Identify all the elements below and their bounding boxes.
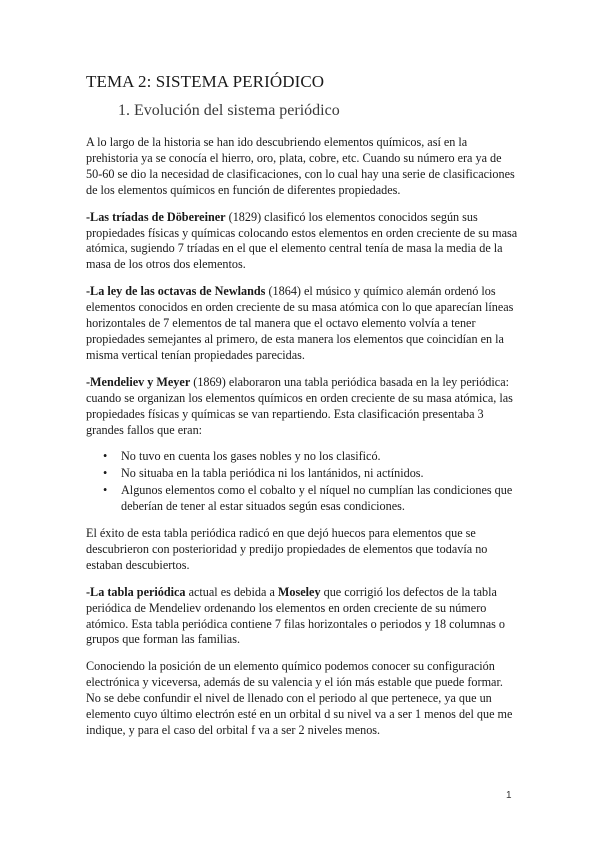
mendeleiev-text: (1869) elaboraron una tabla periódica basada en la ley periódica: cuando se organizan los elementos químicos en orden creciente de su masa atómica, las propiedades físicas y químicas se van repartiendo. Esta clasificación presentaba 3 grandes fallos que eran: [86, 374, 513, 437]
page-title: TEMA 2: SISTEMA PERIÓDICO [86, 72, 325, 91]
dobereiner-text: (1829) clasificó los elementos conocidos según sus propiedades físicas y químicas colocando estos elementos en orden creciente de su masa atómica, sugiendo 7 tríadas en el que el elemento central tenía de masa la media de la masa de los otros dos elementos. [86, 209, 518, 272]
fallos-list [86, 449, 518, 515]
dobereiner-paragraph [86, 210, 518, 274]
actual-text-2: que corrigió los defectos de la tabla periódica de Mendeliev ordenando los elementos en orden creciente de su número atómico. Esta tabla periódica contiene 7 filas horizontales o periodos y 18 columnas o grupos que forman las familias. [86, 584, 505, 647]
newlands-term: -La ley de las octavas de Newlands [86, 284, 266, 299]
actual-text-1: actual es debida a [185, 584, 278, 599]
exito-paragraph: El éxito de esta tabla periódica radicó en que dejó huecos para elementos que se descubrieron con posterioridad y predijo propiedades de elementos que todavía no estaban descubiertos. [86, 526, 488, 572]
document-body [86, 135, 518, 750]
mendeleiev-paragraph [86, 375, 518, 439]
actual-term: -La tabla periódica [86, 584, 186, 599]
mendeleiev-term: -Mendeliev y Meyer [86, 374, 191, 389]
moseley-term: Moseley [277, 584, 321, 599]
dobereiner-term: -Las tríadas de Döbereiner [86, 209, 226, 224]
section-heading: 1. Evolución del sistema periódico [118, 102, 340, 119]
page-number: 1 [506, 790, 512, 801]
actual-paragraph [86, 585, 518, 649]
newlands-paragraph [86, 284, 518, 364]
list-item: • Algunos elementos como el cobalto y el níquel no cumplían las condiciones que deberían de tener al estar situados según esas condiciones. [121, 483, 518, 515]
list-item: • No situaba en la tabla periódica ni los lantánidos, ni actínidos. [121, 466, 518, 482]
list-item: • No tuvo en cuenta los gases nobles y no los clasificó. [121, 449, 518, 465]
conocer-paragraph: Conociendo la posición de un elemento químico podemos conocer su configuración electrónica y viceversa, además de su valencia y el ión más estable que puede formar. No se debe confundir el nivel de llenado con el periodo al que pertenece, ya que un elemento cuyo último electrón esté en un orbital d su nivel va a ser 1 menos del que me indique, y para el caso del orbital f va a ser 2 niveles menos. [86, 659, 513, 737]
newlands-text: (1864) el músico y químico alemán ordenó los elementos conocidos en orden creciente de su masa atómica con lo que aparecían líneas horizontales de 7 elementos de tal manera que el octavo elemento volvía a tener propiedades semejantes al primero, de esta manera los elementos que coincidían en la misma vertical tenían propiedades parecidas. [86, 284, 514, 362]
intro-paragraph: A lo largo de la historia se han ido descubriendo elementos químicos, así en la prehistoria ya se conocía el hierro, oro, plata, cobre, etc. Cuando su número era ya de 50-60 se dio la necesidad de clasificaciones, con lo cual hay una serie de clasificaciones de los elementos químicos en función de diferentes propiedades. [86, 135, 515, 197]
